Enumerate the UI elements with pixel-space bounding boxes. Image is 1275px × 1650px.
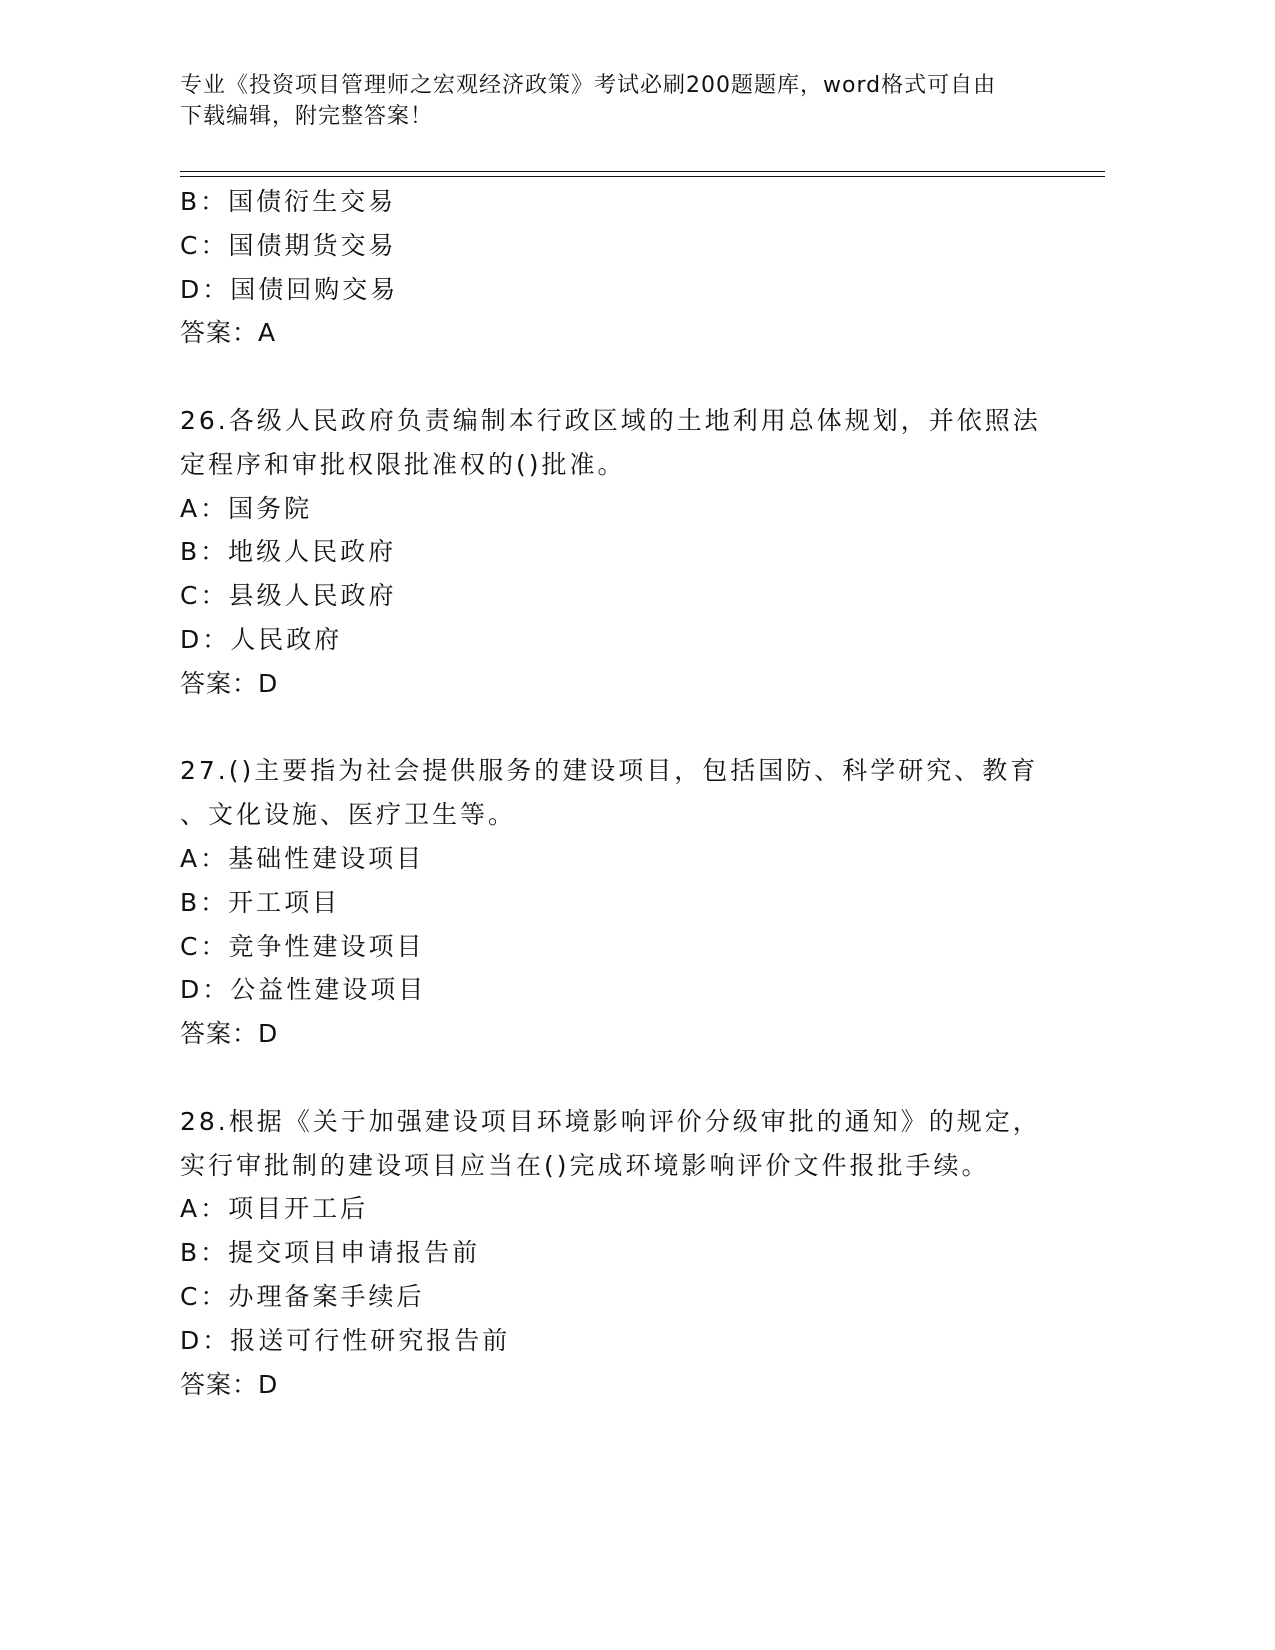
header-divider-bottom: [180, 176, 1105, 177]
spacer: [180, 706, 1060, 750]
question-27: [180, 749, 1060, 1056]
option-b: B：开工项目: [180, 887, 341, 917]
answer-line: 答案：D: [180, 1019, 279, 1049]
question-text-line-2: 、文化设施、医疗卫生等。: [180, 800, 517, 830]
option-b: B：国债衍生交易: [180, 187, 397, 216]
option-d: D：报送可行性研究报告前: [180, 1325, 511, 1355]
header-line-1: 专业《投资项目管理师之宏观经济政策》考试必刷200题题库，word格式可自由: [180, 73, 997, 98]
answer-line: 答案：D: [180, 1369, 279, 1399]
option-c: C：办理备案手续后: [180, 1281, 425, 1311]
question-text-line-2: 定程序和审批权限批准权的()批准。: [180, 449, 626, 479]
question-text-line-2: 实行审批制的建设项目应当在()完成环境影响评价文件报批手续。: [180, 1150, 990, 1180]
option-b: B：提交项目申请报告前: [180, 1238, 481, 1268]
document-body: [180, 180, 1060, 1406]
document-header: [180, 70, 1060, 132]
option-c: C：国债期货交易: [180, 230, 397, 260]
header-divider-top: [180, 171, 1105, 172]
question-26: [180, 399, 1060, 706]
question-text-line-1: 27.()主要指为社会提供服务的建设项目，包括国防、科学研究、教育: [180, 756, 1039, 786]
option-c: C：竞争性建设项目: [180, 931, 425, 961]
partial-question-block: [180, 180, 1060, 355]
spacer: [180, 355, 1060, 399]
option-a: A：项目开工后: [180, 1194, 369, 1224]
option-d: D：人民政府: [180, 624, 343, 654]
option-c: C：县级人民政府: [180, 581, 397, 611]
option-d: D：国债回购交易: [180, 274, 399, 304]
answer-line: 答案：D: [180, 668, 279, 698]
option-d: D：公益性建设项目: [180, 975, 427, 1005]
question-text-line-1: 28.根据《关于加强建设项目环境影响评价分级审批的通知》的规定，: [180, 1106, 1041, 1136]
header-line-2: 下载编辑，附完整答案！: [180, 104, 434, 129]
option-a: A：基础性建设项目: [180, 843, 425, 873]
option-b: B：地级人民政府: [180, 537, 397, 567]
question-28: [180, 1100, 1060, 1407]
spacer: [180, 1056, 1060, 1100]
question-text-line-1: 26.各级人民政府负责编制本行政区域的土地利用总体规划，并依照法: [180, 405, 1041, 435]
option-a: A：国务院: [180, 493, 313, 523]
answer-line: 答案：A: [180, 318, 277, 348]
